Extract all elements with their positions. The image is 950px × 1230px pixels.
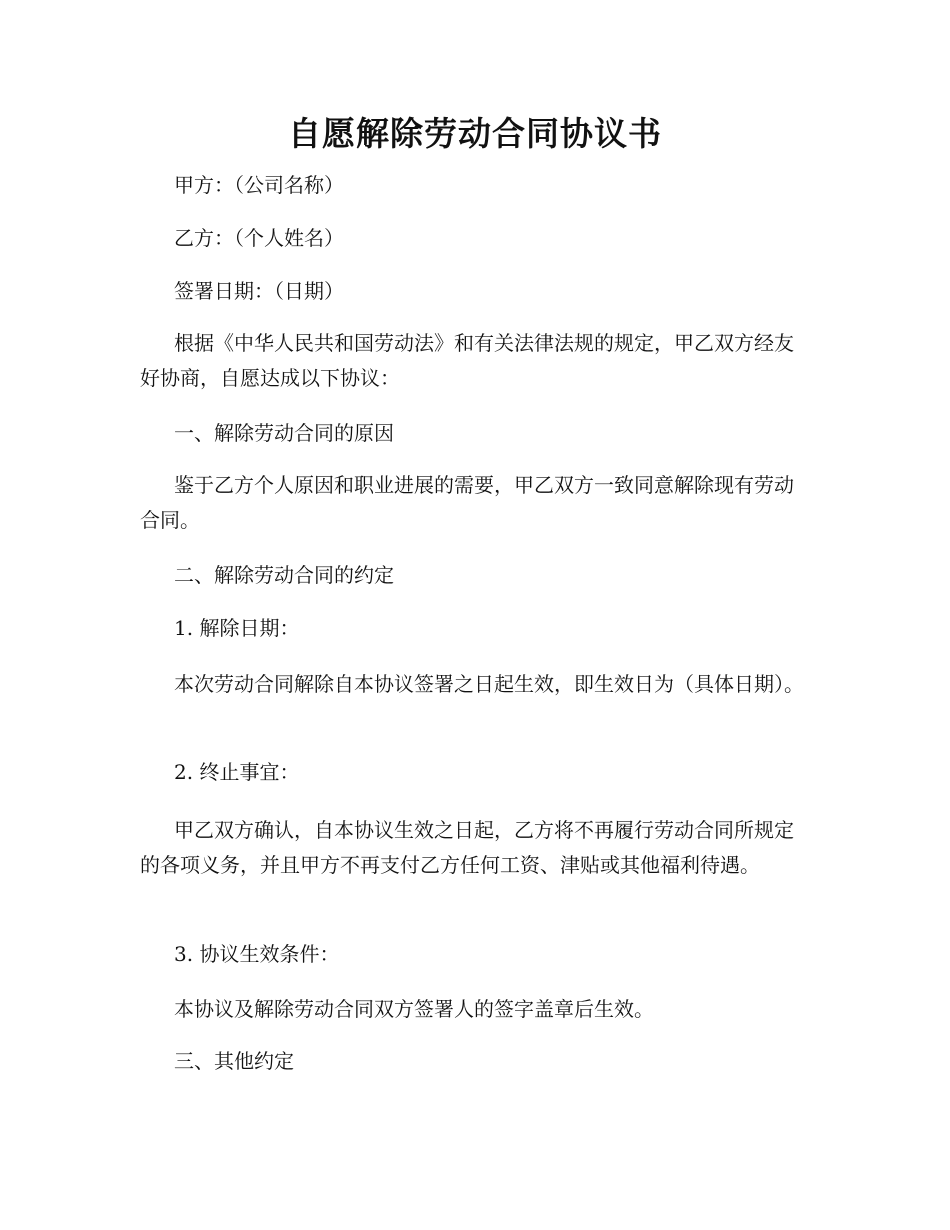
section-heading-1: 一、解除劳动合同的原因 bbox=[174, 421, 394, 445]
section-heading-2: 二、解除劳动合同的约定 bbox=[174, 563, 394, 587]
clause-heading-2: 2. 终止事宜： bbox=[174, 760, 300, 784]
body-paragraph: 鉴于乙方个人原因和职业进展的需要，甲乙双方一致同意解除现有劳动合同。 bbox=[140, 473, 794, 532]
party-b-line: 乙方：（个人姓名） bbox=[174, 226, 344, 250]
clause-heading-1: 1. 解除日期： bbox=[174, 616, 300, 640]
party-a-line: 甲方：（公司名称） bbox=[174, 173, 344, 197]
clause-heading-3: 3. 协议生效条件： bbox=[174, 942, 340, 966]
body-paragraph: 本协议及解除劳动合同双方签署人的签字盖章后生效。 bbox=[174, 997, 654, 1021]
document-title: 自愿解除劳动合同协议书 bbox=[288, 114, 662, 153]
preamble-paragraph: 根据《中华人民共和国劳动法》和有关法律法规的规定，甲乙双方经友好协商，自愿达成以下协议： bbox=[140, 331, 794, 390]
body-paragraph: 本次劳动合同解除自本协议签署之日起生效，即生效日为（具体日期）。 bbox=[174, 672, 804, 696]
section-heading-3: 三、其他约定 bbox=[174, 1049, 294, 1073]
signing-date-line: 签署日期：（日期） bbox=[174, 279, 344, 303]
body-paragraph: 甲乙双方确认，自本协议生效之日起，乙方将不再履行劳动合同所规定的各项义务，并且甲方不再支付乙方任何工资、津贴或其他福利待遇。 bbox=[140, 818, 794, 877]
